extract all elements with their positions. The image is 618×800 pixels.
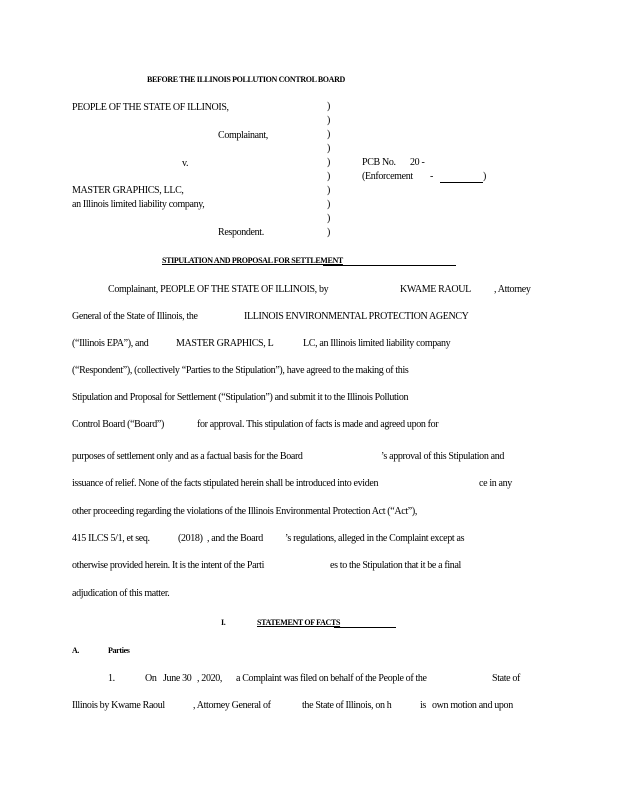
body-line: otherwise provided herein. It is the intent of the Parti bbox=[72, 560, 265, 571]
section-title: STATEMENT OF FACTS bbox=[257, 618, 341, 627]
caption-paren: ) bbox=[327, 185, 330, 196]
respondent-description: an Illinois limited liability company, bbox=[72, 199, 205, 210]
body-line: , and the Board bbox=[207, 533, 263, 544]
enforcement-label: (Enforcement bbox=[362, 171, 413, 182]
body-line: LC, an Illinois limited liability company bbox=[303, 338, 451, 349]
body-line: ’s approval of this Stipulation and bbox=[381, 451, 505, 462]
caption-paren: ) bbox=[327, 199, 330, 210]
body-line: ce in any bbox=[479, 478, 512, 489]
enforcement-close: ) bbox=[483, 171, 486, 182]
para-text: , Attorney General of bbox=[193, 700, 271, 711]
body-line: other proceeding regarding the violations of the Illinois Environmental Protection Act (“Act”), bbox=[72, 506, 417, 517]
body-line: for approval. This stipulation of facts is made and agreed upon for bbox=[197, 419, 439, 430]
body-line: (2018) bbox=[178, 533, 203, 544]
section-title-underline-extension bbox=[334, 627, 396, 628]
body-line: issuance of relief. None of the facts stipulated herein shall be introduced into eviden bbox=[72, 478, 379, 489]
body-line: MASTER GRAPHICS, L bbox=[176, 338, 274, 349]
plaintiff-name: PEOPLE OF THE STATE OF ILLINOIS, bbox=[72, 102, 229, 113]
section-number: I. bbox=[221, 618, 226, 627]
caption-paren: ) bbox=[327, 101, 330, 112]
respondent-name: MASTER GRAPHICS, LLC, bbox=[72, 185, 184, 196]
enforcement-dash: - bbox=[430, 171, 433, 182]
para-text: is bbox=[420, 700, 426, 711]
body-line: , Attorney bbox=[494, 284, 531, 295]
caption-paren: ) bbox=[327, 227, 330, 238]
para-text: a Complaint was filed on behalf of the People of the bbox=[236, 673, 427, 684]
pcb-number-label: PCB No. bbox=[362, 157, 396, 168]
pcb-number-value: 20 - bbox=[410, 157, 425, 168]
body-line: ’s regulations, alleged in the Complaint except as bbox=[285, 533, 465, 544]
court-heading: BEFORE THE ILLINOIS POLLUTION CONTROL BOARD bbox=[147, 75, 345, 84]
body-line: 415 ILCS 5/1, et seq. bbox=[72, 533, 150, 544]
para-text: the State of Illinois, on h bbox=[302, 700, 392, 711]
caption-paren: ) bbox=[327, 143, 330, 154]
versus-label: v. bbox=[182, 158, 189, 169]
para-text: June 30 bbox=[163, 673, 192, 684]
caption-paren: ) bbox=[327, 213, 330, 224]
body-line: KWAME RAOUL bbox=[400, 284, 471, 295]
body-line: Control Board (“Board”) bbox=[72, 419, 164, 430]
subsection-title: Parties bbox=[108, 646, 130, 655]
body-line: adjudication of this matter. bbox=[72, 588, 170, 599]
respondent-label: Respondent. bbox=[218, 227, 264, 238]
title-underline-extension bbox=[323, 265, 456, 266]
para-text: Illinois by Kwame Raoul bbox=[72, 700, 165, 711]
body-line: Stipulation and Proposal for Settlement (“Stipulation”) and submit it to the Illinois Pollution bbox=[72, 392, 409, 403]
caption-paren: ) bbox=[327, 115, 330, 126]
para-number: 1. bbox=[108, 673, 115, 684]
body-line: purposes of settlement only and as a factual basis for the Board bbox=[72, 451, 303, 462]
para-text: State of bbox=[492, 673, 521, 684]
document-title: STIPULATION AND PROPOSAL FOR SETTLEMENT bbox=[162, 256, 343, 265]
body-line: es to the Stipulation that it be a final bbox=[330, 560, 461, 571]
para-text: own motion and upon bbox=[432, 700, 513, 711]
caption-paren: ) bbox=[327, 157, 330, 168]
enforcement-blank bbox=[440, 182, 483, 183]
caption-paren: ) bbox=[327, 129, 330, 140]
body-line: General of the State of Illinois, the bbox=[72, 311, 198, 322]
caption-paren: ) bbox=[327, 171, 330, 182]
body-line: (“Respondent”), (collectively “Parties to the Stipulation”), have agreed to the making of this bbox=[72, 365, 409, 376]
subsection-letter: A. bbox=[72, 646, 80, 655]
para-text: On bbox=[145, 673, 157, 684]
body-line: (“Illinois EPA”), and bbox=[72, 338, 149, 349]
body-line: ILLINOIS ENVIRONMENTAL PROTECTION AGENCY bbox=[244, 311, 469, 322]
complainant-label: Complainant, bbox=[218, 130, 268, 141]
para-text: , 2020, bbox=[197, 673, 223, 684]
body-line: Complainant, PEOPLE OF THE STATE OF ILLINOIS, by bbox=[108, 284, 329, 295]
